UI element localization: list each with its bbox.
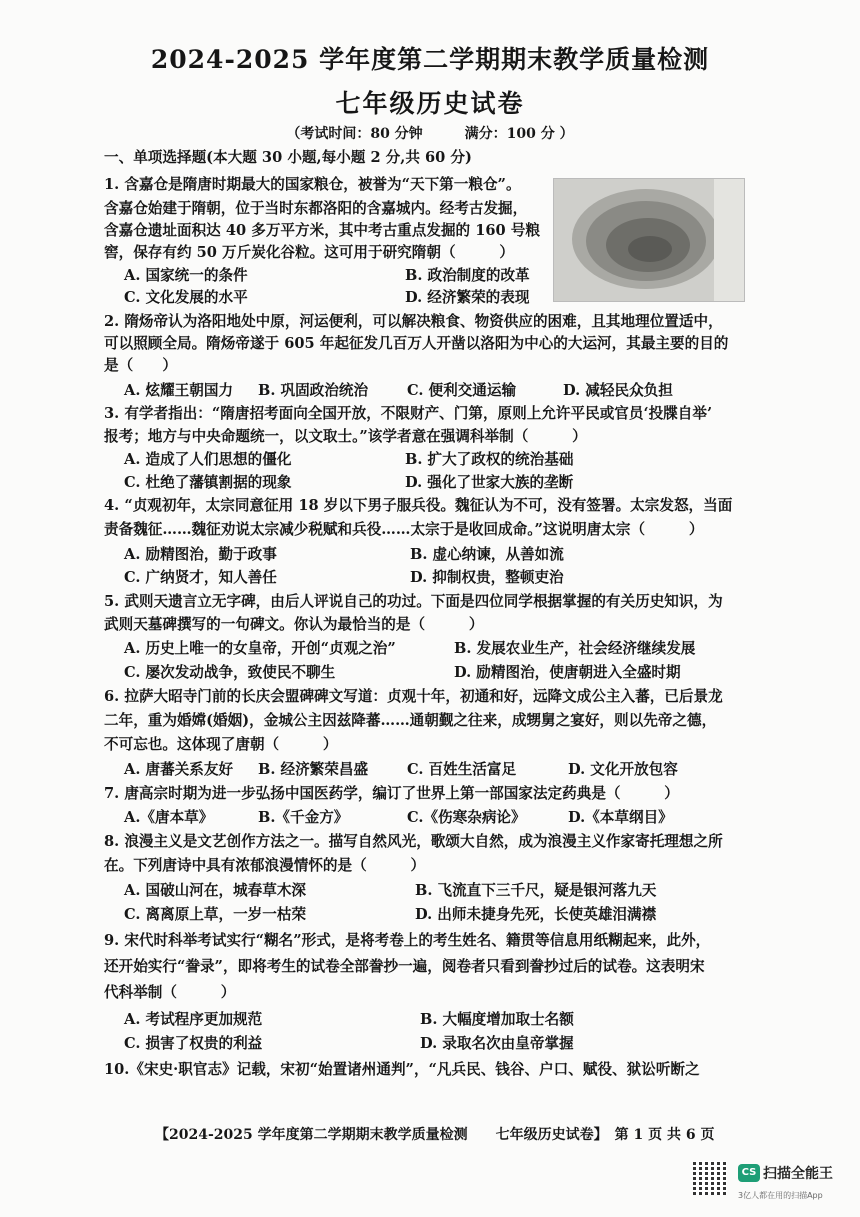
q3-line: 3. 有学者指出：“隋唐招考面向全国开放，不限财产、门第，原则上允许平民或官员‘投牒自举’ <box>104 405 713 422</box>
exam-title: 2024-2025 学年度第二学期期末教学质量检测 <box>150 45 710 74</box>
q7-option-a: A.《唐本草》 <box>124 809 214 826</box>
q7-option-c: C.《伤寒杂病论》 <box>407 809 526 826</box>
exam-subtitle: 七年级历史试卷 <box>335 89 525 118</box>
q8-option-a: A. 国破山河在，城春草木深 <box>124 882 307 899</box>
q9-option-d: D. 录取名次由皇帝掌握 <box>420 1035 574 1052</box>
q1-line: 1. 含嘉仓是隋唐时期最大的国家粮仓，被誉为“天下第一粮仓”。 <box>104 176 521 193</box>
q1-line: 含嘉仓始建于隋朝，位于当时东都洛阳的含嘉城内。经考古发掘， <box>104 200 528 217</box>
q9-option-a: A. 考试程序更加规范 <box>124 1011 263 1028</box>
q9-option-c: C. 损害了权贵的利益 <box>124 1035 263 1052</box>
q5-option-a: A. 历史上唯一的女皇帝，开创“贞观之治” <box>124 640 396 657</box>
scanner-app-name: 扫描全能王 <box>763 1166 833 1182</box>
q6-option-d: D. 文化开放包容 <box>568 761 678 778</box>
q6-line: 二年，重为婚嫦(婚姻)，金城公主因兹降蕃……通朝觐之往来，成甥舅之宴好，则以先帝之德， <box>104 712 717 729</box>
q3-option-b: B. 扩大了政权的统治基础 <box>405 451 574 468</box>
q3-line: 报考；地方与中央命题统一，以文取士。”该学者意在强调科举制（ ） <box>104 428 587 445</box>
q6-line: 6. 拉萨大昭寺门前的长庆会盟碑碑文写道：贞观十年，初通和好，远降文成公主入蕃，已后景龙 <box>104 688 723 705</box>
q4-line: 4. “贞观初年，太宗同意征用 18 岁以下男子服兵役。魏征认为不可，没有签署。太宗发怒，当面 <box>104 497 733 514</box>
q1-option-d: D. 经济繁荣的表现 <box>405 289 530 306</box>
qr-code-overlay <box>693 1161 727 1195</box>
q8-option-b: B. 飞流直下三千尺，疑是银河落九天 <box>415 882 657 899</box>
exam-info: （考试时间：80 分钟 满分：100 分 ） <box>286 126 574 142</box>
q8-line: 8. 浪漫主义是文艺创作方法之一。描写自然风光，歌颂大自然，成为浪漫主义作家寄托理想之所 <box>104 833 723 850</box>
q7-option-b: B.《千金方》 <box>258 809 349 826</box>
q2-line: 2. 隋炀帝认为洛阳地处中原，河运便利，可以解决粮食、物资供应的困难，且其地理位置适中， <box>104 313 723 330</box>
q5-option-b: B. 发展农业生产，社会经济继续发展 <box>454 640 696 657</box>
q4-option-d: D. 抑制权贵，整顿吏治 <box>410 569 564 586</box>
q9-line: 代科举制（ ） <box>104 984 236 1001</box>
q2-option-d: D. 减轻民众负担 <box>563 382 673 399</box>
q8-option-c: C. 离离原上草，一岁一枯荣 <box>124 906 307 923</box>
q8-line: 在。下列唐诗中具有浓郁浪漫情怀的是（ ） <box>104 857 426 874</box>
q9-option-b: B. 大幅度增加取士名额 <box>420 1011 574 1028</box>
q3-option-d: D. 强化了世家大族的垄断 <box>405 474 574 491</box>
q2-line: 是（ ） <box>104 357 177 374</box>
q1-line: 窖，保存有约 50 万斤炭化谷粒。这可用于研究隋朝（ ） <box>104 244 514 261</box>
q1-line: 含嘉仓遗址面积达 40 多万平方米，其中考古重点发掘的 160 号粮 <box>104 222 540 239</box>
q4-line: 责备魏征……魏征劝说太宗减少税赋和兵役……太宗于是收回成命。”这说明唐太宗（ ） <box>104 521 704 538</box>
q6-option-c: C. 百姓生活富足 <box>407 761 517 778</box>
q5-option-d: D. 励精图治，使唐朝进入全盛时期 <box>454 664 681 681</box>
q1-option-c: C. 文化发展的水平 <box>124 289 248 306</box>
q10-line: 10.《宋史·职官志》记载，宋初“始置诸州通判”，“凡兵民、钱谷、户口、赋役、狱讼听断之 <box>104 1061 700 1078</box>
scanner-logo-icon: CS <box>738 1164 760 1182</box>
q2-option-a: A. 炫耀王朝国力 <box>124 382 234 399</box>
q4-option-a: A. 励精图治，勤于政事 <box>124 546 277 563</box>
q3-option-a: A. 造成了人们思想的僵化 <box>124 451 292 468</box>
q4-option-b: B. 虚心纳谏，从善如流 <box>410 546 564 563</box>
q2-option-c: C. 便利交通运输 <box>407 382 517 399</box>
q6-option-b: B. 经济繁荣昌盛 <box>258 761 369 778</box>
page-footer: 【2024-2025 学年度第二学期期末教学质量检测 七年级历史试卷】 第 1 页 共 6 页 <box>155 1127 715 1143</box>
q5-line: 5. 武则天遗言立无字碑，由后人评说自己的功过。下面是四位同学根据掌握的有关历史知识，为 <box>104 593 723 610</box>
q7-option-d: D.《本草纲目》 <box>568 809 673 826</box>
section-heading: 一、单项选择题(本大题 30 小题,每小题 2 分,共 60 分) <box>104 149 472 166</box>
q5-option-c: C. 屡次发动战争，致使民不聊生 <box>124 664 336 681</box>
q3-option-c: C. 杜绝了藩镇割据的现象 <box>124 474 292 491</box>
q1-option-b: B. 政治制度的改革 <box>405 267 530 284</box>
q2-line: 可以照顾全局。隋炀帝遂于 605 年起征发几百万人开凿以洛阳为中心的大运河，其最主要的目的 <box>104 335 729 352</box>
q8-option-d: D. 出师未捷身先死，长使英雄泪满襟 <box>415 906 657 923</box>
q9-line: 还开始实行“誊录”，即将考生的试卷全部誊抄一遍，阅卷者只看到誊抄过后的试卷。这表明宋 <box>104 958 705 975</box>
q6-line: 不可忘也。这体现了唐朝（ ） <box>104 736 338 753</box>
q4-option-c: C. 广纳贤才，知人善任 <box>124 569 277 586</box>
scanner-tagline: 3亿人都在用的扫描App <box>738 1191 823 1200</box>
q7-line: 7. 唐高宗时期为进一步弘扬中国医药学，编订了世界上第一部国家法定药典是（ ） <box>104 785 679 802</box>
q9-line: 9. 宋代时科举考试实行“糊名”形式，是将考卷上的考生姓名、籍贯等信息用纸糊起来，此外， <box>104 932 711 949</box>
granary-photo <box>553 178 745 302</box>
q1-option-a: A. 国家统一的条件 <box>124 267 248 284</box>
q5-line: 武则天墓碑撰写的一句碑文。你认为最恰当的是（ ） <box>104 616 484 633</box>
q6-option-a: A. 唐蕃关系友好 <box>124 761 234 778</box>
q2-option-b: B. 巩固政治统治 <box>258 382 369 399</box>
